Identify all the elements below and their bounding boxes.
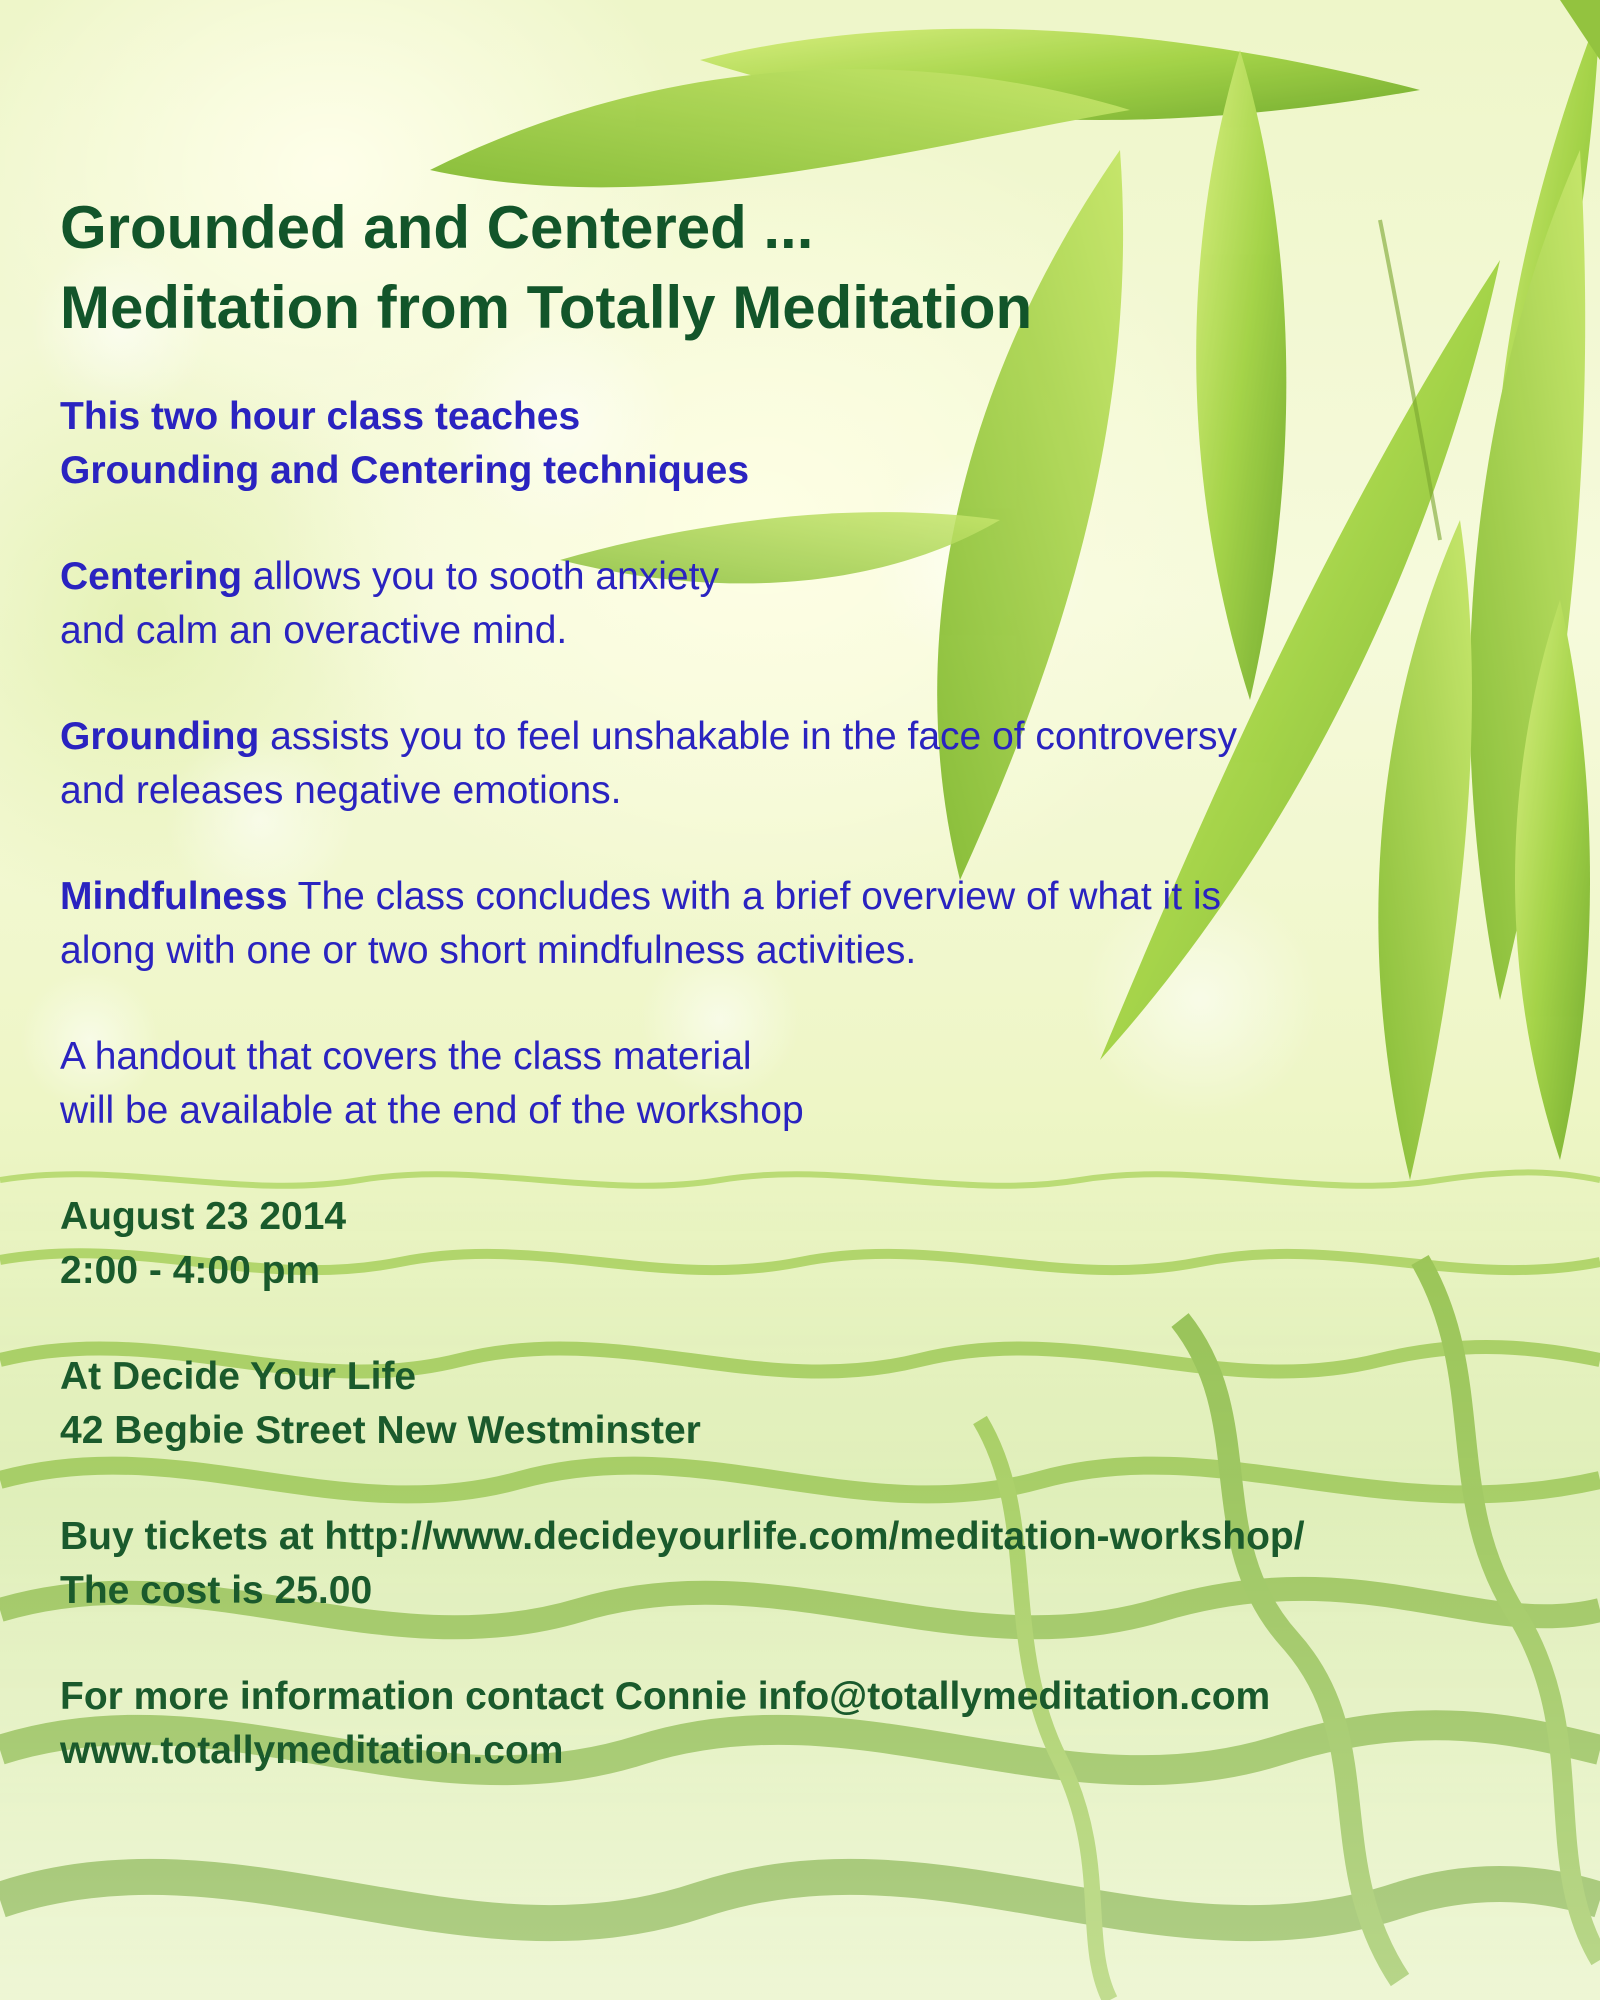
event-time: 2:00 - 4:00 pm [60, 1249, 321, 1292]
intro-line-1: This two hour class teaches [60, 395, 581, 438]
mindfulness-paragraph [60, 870, 1520, 978]
contact-info [60, 1670, 1520, 1778]
centering-paragraph [60, 550, 1520, 658]
mindfulness-text-1: The class concludes with a brief overview of what it is [287, 875, 1222, 918]
title-line-1: Grounded and Centered ... [60, 194, 814, 261]
handout-line-1: A handout that covers the class material [60, 1035, 752, 1078]
centering-text-1: allows you to sooth anxiety [242, 555, 719, 598]
grounding-paragraph [60, 710, 1520, 818]
handout-paragraph [60, 1030, 1520, 1138]
grounding-text-2: and releases negative emotions. [60, 769, 622, 812]
title-line-2: Meditation from Totally Meditation [60, 274, 1033, 341]
ticket-cost: The cost is 25.00 [60, 1569, 373, 1612]
ticket-link[interactable]: Buy tickets at http://www.decideyourlife.com/meditation-workshop/ [60, 1515, 1305, 1558]
flyer-title [60, 188, 1520, 348]
flyer-content [60, 188, 1520, 1778]
mindfulness-term: Mindfulness [60, 875, 288, 918]
centering-text-2: and calm an overactive mind. [60, 609, 568, 652]
event-venue [60, 1350, 1520, 1458]
venue-name: At Decide Your Life [60, 1355, 417, 1398]
grounding-text-1: assists you to feel unshakable in the face of controversy [259, 715, 1238, 758]
event-date: August 23 2014 [60, 1195, 347, 1238]
contact-website[interactable]: www.totallymeditation.com [60, 1729, 564, 1772]
handout-line-2: will be available at the end of the workshop [60, 1089, 804, 1132]
contact-email[interactable]: For more information contact Connie info@totallymeditation.com [60, 1675, 1271, 1718]
intro-line-2: Grounding and Centering techniques [60, 449, 750, 492]
grounding-term: Grounding [60, 715, 260, 758]
event-datetime [60, 1190, 1520, 1298]
venue-address: 42 Begbie Street New Westminster [60, 1409, 701, 1452]
class-intro [60, 390, 1520, 498]
centering-term: Centering [60, 555, 243, 598]
mindfulness-text-2: along with one or two short mindfulness activities. [60, 929, 917, 972]
ticket-info [60, 1510, 1520, 1618]
